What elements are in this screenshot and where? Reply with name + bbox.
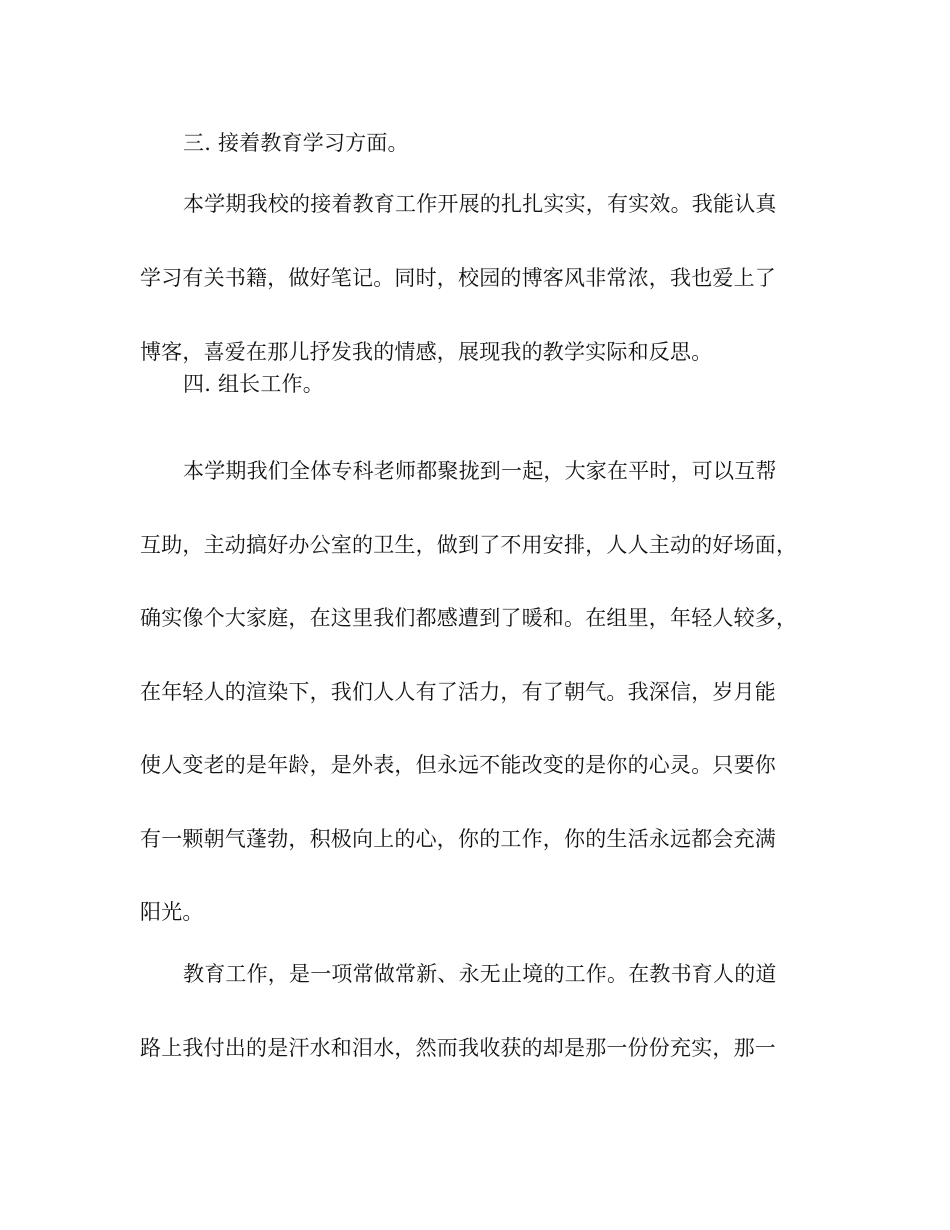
section-heading-team-leader: 四. 组长工作。 [183,372,324,396]
section-heading-continuing-education: 三. 接着教育学习方面。 [183,131,409,155]
paragraph-line: 学习有关书籍，做好笔记。同时，校园的博客风非常浓，我也爱上了 [140,266,776,290]
paragraph-line: 使人变老的是年龄，是外表，但永远不能改变的是你的心灵。只要你 [140,753,776,777]
paragraph-line: 确实像个大家庭，在这里我们都感遭到了暖和。在组里，年轻人较多， [140,606,798,630]
paragraph-line: 互助，主动搞好办公室的卫生，做到了不用安排，人人主动的好场面， [140,533,798,557]
paragraph-line: 博客，喜爱在那儿抒发我的情感，展现我的教学实际和反思。 [140,340,713,364]
paragraph-line: 在年轻人的渲染下，我们人人有了活力，有了朝气。我深信，岁月能 [140,680,776,704]
paragraph-line: 本学期我们全体专科老师都聚拢到一起，大家在平时，可以互帮 [183,459,777,483]
paragraph-line: 教育工作，是一项常做常新、永无止境的工作。在教书育人的道 [183,962,777,986]
paragraph-line: 路上我付出的是汗水和泪水，然而我收获的却是那一份份充实，那一 [140,1036,776,1060]
paragraph-line: 阳光。 [140,900,204,924]
paragraph-line: 本学期我校的接着教育工作开展的扎扎实实，有实效。我能认真 [183,192,777,216]
paragraph-line: 有一颗朝气蓬勃，积极向上的心，你的工作，你的生活永远都会充满 [140,827,776,851]
